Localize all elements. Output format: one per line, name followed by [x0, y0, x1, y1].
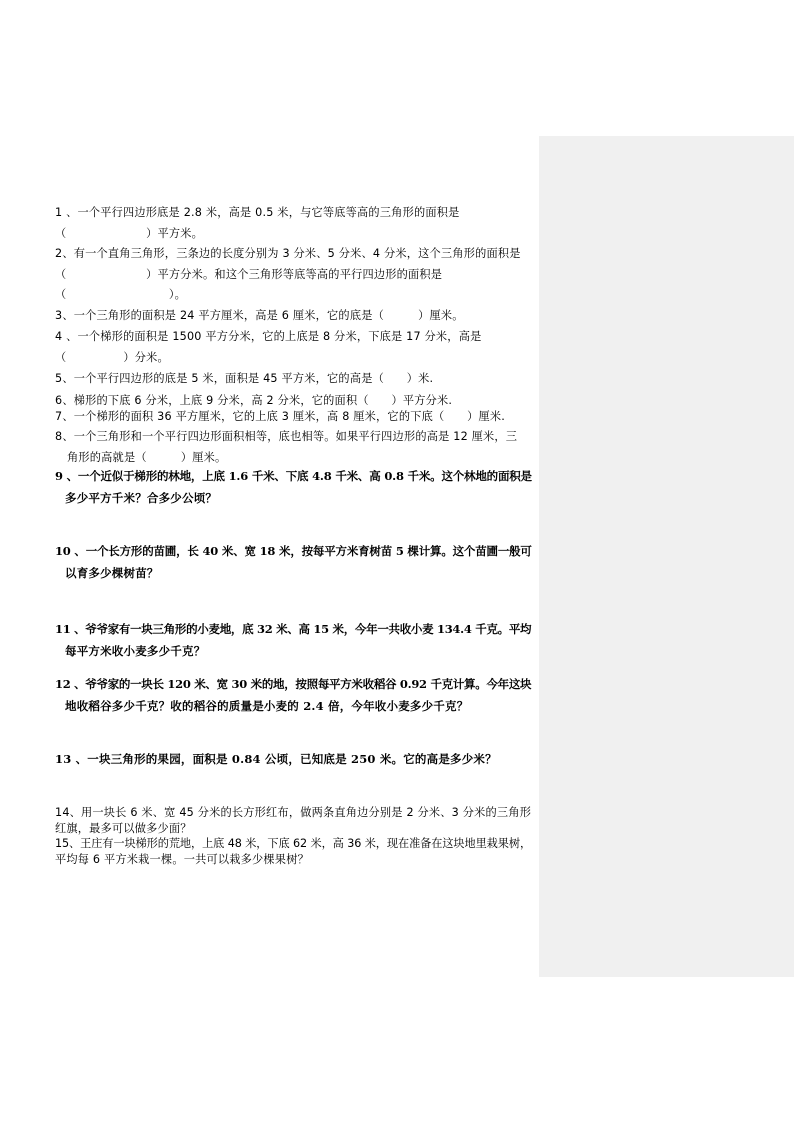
- question-line: 2、有一个直角三角形，三条边的长度分别为 3 分米、5 分米、4 分米，这个三角形的面积是: [55, 247, 521, 260]
- question-line: 4 、一个梯形的面积是 1500 平方分米，它的上底是 8 分米，下底是 17 分米，高是: [55, 330, 482, 343]
- question-4: [55, 327, 534, 368]
- question-line: 15、王庄有一块梯形的荒地，上底 48 米，下底 62 米，高 36 米，现在准备在这块地里栽果树，: [55, 837, 532, 850]
- question-line: 每平方米收小麦多少千克？: [65, 643, 206, 658]
- question-1: [55, 203, 534, 244]
- question-line: 9 、一个近似于梯形的林地，上底 1.6 千米、下底 4.8 千米、高 0.8 千米。这个林地的面积是: [55, 469, 532, 483]
- question-8: [55, 427, 534, 468]
- question-line: 地收稻谷多少千克？收的稻谷的质量是小麦的 2.4 倍，今年收小麦多少千克？: [65, 698, 469, 713]
- question-6: [55, 393, 534, 409]
- question-line: （ ）平方分米。和这个三角形等底等高的平行四边形的面积是: [55, 267, 443, 281]
- question-11: [55, 619, 534, 662]
- question-line: （ ）平方米。: [55, 226, 204, 240]
- question-line: 3、一个三角形的面积是 24 平方厘米，高是 6 厘米，它的底是（ ）厘米。: [55, 309, 464, 322]
- question-10: [55, 541, 534, 584]
- question-line: 10 、一个长方形的苗圃，长 40 米、宽 18 米，按每平方米育树苗 5 棵计算。这个苗圃一般可: [55, 544, 532, 558]
- question-7: [55, 409, 534, 425]
- question-5: [55, 369, 534, 390]
- question-line: 8、一个三角形和一个平行四边形面积相等，底也相等。如果平行四边形的高是 12 厘米，三: [55, 430, 518, 443]
- question-2: [55, 244, 534, 306]
- question-line: （ ）。: [55, 288, 187, 302]
- question-line: 5、一个平行四边形的底是 5 米，面积是 45 平方米，它的高是（ ）米.: [55, 372, 434, 385]
- question-line: 13 、一块三角形的果园，面积是 0.84 公顷，已知底是 250 米。它的高是多少米？: [55, 752, 497, 766]
- question-line: 14、用一块长 6 米、宽 45 分米的长方形红布，做两条直角边分别是 2 分米、3 分米的三角形: [55, 806, 532, 819]
- question-line: 红旗，最多可以做多少面？: [55, 822, 192, 835]
- question-line: 多少平方千米？合多少公顷？: [65, 490, 218, 505]
- question-line: 1 、一个平行四边形底是 2.8 米，高是 0.5 米，与它等底等高的三角形的面积是: [55, 206, 460, 219]
- question-line: 角形的高就是（ ）厘米。: [67, 450, 227, 464]
- question-12: [55, 674, 534, 717]
- question-15: [55, 836, 534, 868]
- question-line: 7、一个梯形的面积 36 平方厘米，它的上底 3 厘米，高 8 厘米，它的下底（ ）厘米.: [55, 410, 506, 423]
- question-3: [55, 306, 534, 327]
- question-line: （ ）分米。: [55, 350, 169, 364]
- question-9: [55, 466, 534, 509]
- question-line: 6、梯形的下底 6 分米，上底 9 分米，高 2 分米，它的面积（ ）平方分米.: [55, 394, 453, 407]
- question-line: 平均每 6 平方米栽一棵。一共可以栽多少棵果树？: [55, 853, 309, 866]
- question-13: [55, 749, 534, 771]
- question-line: 以育多少棵树苗？: [65, 565, 159, 580]
- question-line: 11 、爷爷家有一块三角形的小麦地，底 32 米、高 15 米，今年一共收小麦 134.4 千克。平均: [55, 622, 532, 636]
- question-14: [55, 805, 534, 837]
- question-line: 12 、爷爷家的一块长 120 米、宽 30 米的地，按照每平方米收稻谷 0.92 千克计算。今年这块: [55, 677, 532, 691]
- comment-pane: [539, 136, 794, 977]
